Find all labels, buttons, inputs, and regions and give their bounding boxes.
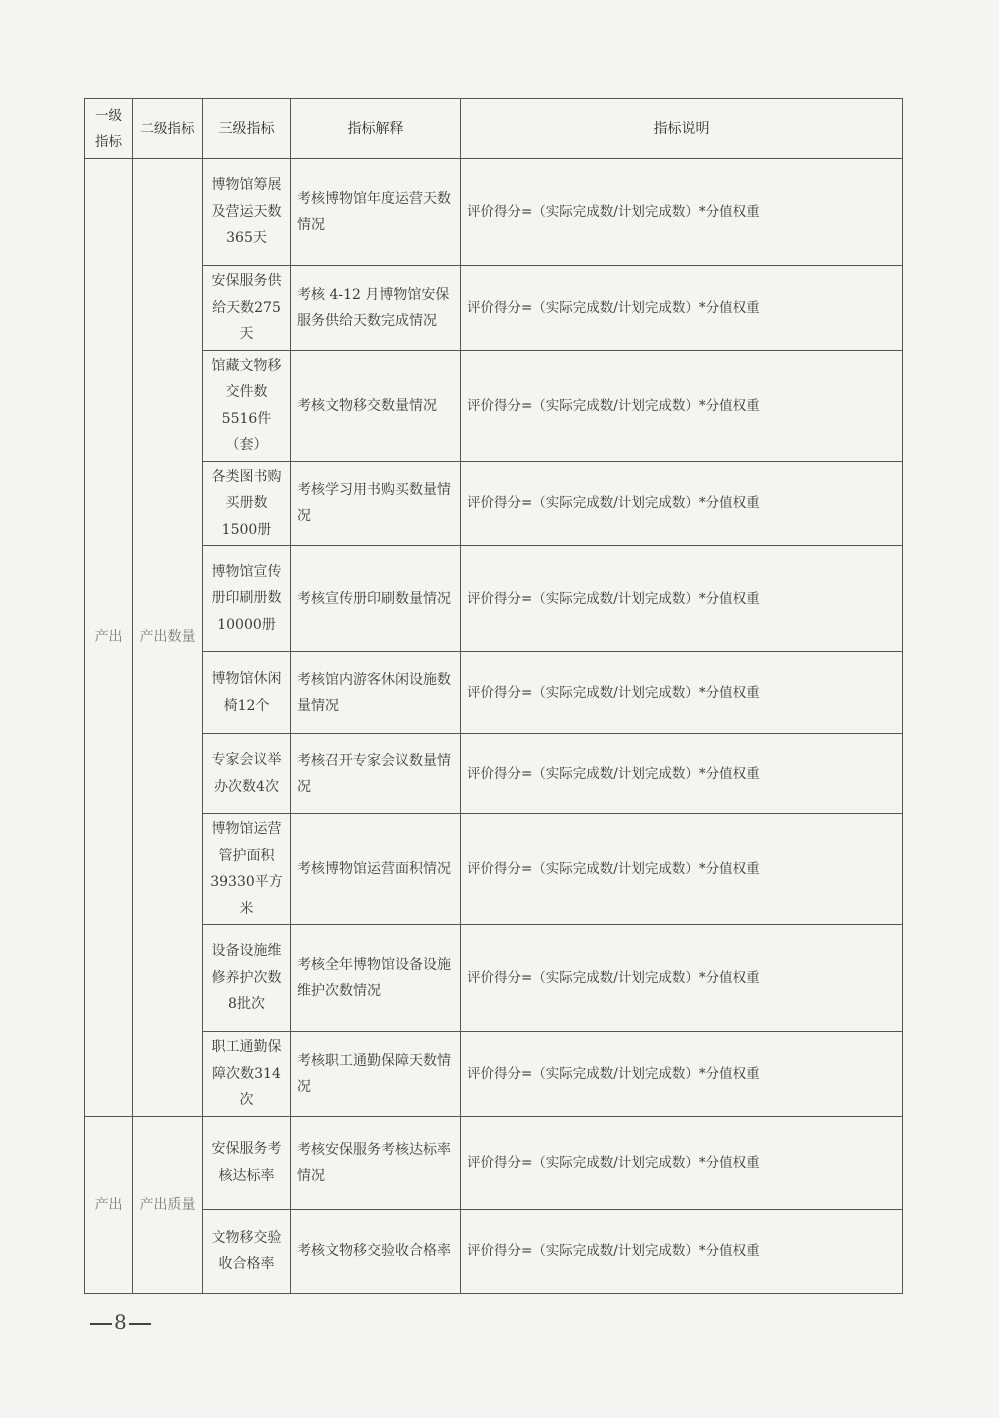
table-header-row (85, 99, 903, 159)
level2-cell: 产出质量 (133, 1116, 203, 1293)
explanation-cell: 考核召开专家会议数量情况 (291, 734, 461, 814)
description-cell: 评价得分=（实际完成数/计划完成数）*分值权重 (461, 1032, 903, 1117)
explanation-cell: 考核文物移交验收合格率 (291, 1209, 461, 1293)
left-dash (90, 1323, 112, 1325)
level3-cell: 博物馆运营管护面积39330平方米 (203, 814, 291, 925)
description-cell: 评价得分=（实际完成数/计划完成数）*分值权重 (461, 652, 903, 734)
header-description: 指标说明 (461, 99, 903, 159)
explanation-cell: 考核宣传册印刷数量情况 (291, 546, 461, 652)
table-row (85, 546, 903, 652)
explanation-cell: 考核学习用书购买数量情况 (291, 461, 461, 546)
table-row (85, 266, 903, 351)
level2-cell: 产出数量 (133, 159, 203, 1117)
level1-cell: 产出 (85, 1116, 133, 1293)
explanation-cell: 考核博物馆运营面积情况 (291, 814, 461, 925)
explanation-cell: 考核馆内游客休闲设施数量情况 (291, 652, 461, 734)
explanation-cell: 考核博物馆年度运营天数情况 (291, 159, 461, 266)
table-row (85, 925, 903, 1032)
description-cell: 评价得分=（实际完成数/计划完成数）*分值权重 (461, 1116, 903, 1209)
table-row (85, 350, 903, 461)
description-cell: 评价得分=（实际完成数/计划完成数）*分值权重 (461, 1209, 903, 1293)
level3-cell: 各类图书购买册数1500册 (203, 461, 291, 546)
level3-cell: 博物馆休闲椅12个 (203, 652, 291, 734)
level3-cell: 安保服务供给天数275天 (203, 266, 291, 351)
header-explanation: 指标解释 (291, 99, 461, 159)
table-row (85, 461, 903, 546)
table-row (85, 159, 903, 266)
table-row (85, 734, 903, 814)
level3-cell: 职工通勤保障次数314次 (203, 1032, 291, 1117)
page-number: 8 (114, 1310, 127, 1334)
explanation-cell: 考核文物移交数量情况 (291, 350, 461, 461)
level3-cell: 安保服务考核达标率 (203, 1116, 291, 1209)
level1-cell: 产出 (85, 159, 133, 1117)
explanation-cell: 考核全年博物馆设备设施维护次数情况 (291, 925, 461, 1032)
explanation-cell: 考核安保服务考核达标率情况 (291, 1116, 461, 1209)
description-cell: 评价得分=（实际完成数/计划完成数）*分值权重 (461, 546, 903, 652)
description-cell: 评价得分=（实际完成数/计划完成数）*分值权重 (461, 461, 903, 546)
header-level3: 三级指标 (203, 99, 291, 159)
page-number-footer (88, 1310, 153, 1334)
level3-cell: 馆藏文物移交件数5516件（套） (203, 350, 291, 461)
indicator-table (84, 98, 903, 1294)
level3-cell: 博物馆宣传册印刷册数10000册 (203, 546, 291, 652)
description-cell: 评价得分=（实际完成数/计划完成数）*分值权重 (461, 350, 903, 461)
description-cell: 评价得分=（实际完成数/计划完成数）*分值权重 (461, 734, 903, 814)
description-cell: 评价得分=（实际完成数/计划完成数）*分值权重 (461, 159, 903, 266)
table-row (85, 814, 903, 925)
table-row (85, 652, 903, 734)
description-cell: 评价得分=（实际完成数/计划完成数）*分值权重 (461, 814, 903, 925)
explanation-cell: 考核职工通勤保障天数情况 (291, 1032, 461, 1117)
header-level1: 一级指标 (85, 99, 133, 159)
description-cell: 评价得分=（实际完成数/计划完成数）*分值权重 (461, 925, 903, 1032)
right-dash (129, 1323, 151, 1325)
level3-cell: 博物馆筹展及营运天数365天 (203, 159, 291, 266)
table-row (85, 1116, 903, 1209)
table-row (85, 1032, 903, 1117)
explanation-cell: 考核 4-12 月博物馆安保服务供给天数完成情况 (291, 266, 461, 351)
level3-cell: 设备设施维修养护次数8批次 (203, 925, 291, 1032)
description-cell: 评价得分=（实际完成数/计划完成数）*分值权重 (461, 266, 903, 351)
table-row (85, 1209, 903, 1293)
level3-cell: 文物移交验收合格率 (203, 1209, 291, 1293)
level3-cell: 专家会议举办次数4次 (203, 734, 291, 814)
header-level2: 二级指标 (133, 99, 203, 159)
